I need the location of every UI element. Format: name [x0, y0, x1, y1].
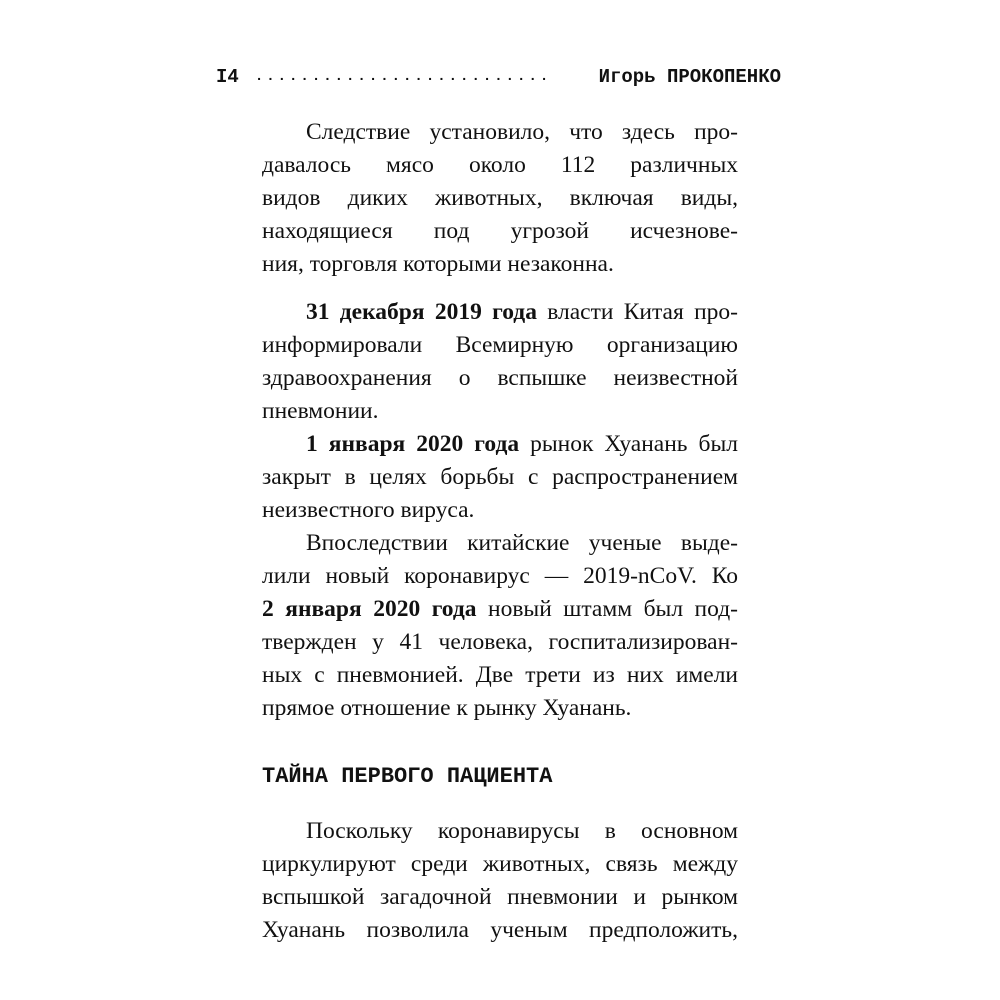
text-line: ных с пневмонией. Две трети из них имели — [262, 662, 738, 688]
text-line: прямое отношение к рынку Хуанань. — [262, 695, 632, 721]
text-line: циркулируют среди животных, связь между — [262, 851, 738, 877]
running-head — [216, 64, 781, 90]
text-line — [262, 428, 738, 461]
page-number: I4 — [216, 66, 239, 88]
text-line-rest: рынок Хуанань был — [519, 431, 738, 457]
paragraph-new-coronavirus — [262, 527, 738, 725]
text-line: Хуанань позволила ученым предположить, — [262, 917, 738, 943]
text-line: Впоследствии китайские ученые выде- — [306, 530, 738, 556]
text-line: Поскольку коронавирусы в основном — [306, 818, 738, 844]
text-line: пневмонии. — [262, 398, 379, 424]
text-line: вспышкой загадочной пневмонии и рынком — [262, 884, 738, 910]
text-line: лили новый коронавирус — 2019-nCoV. Ко — [262, 563, 738, 589]
text-line: видов диких животных, включая виды, — [262, 185, 738, 211]
paragraph-who-notified — [262, 296, 738, 428]
paragraph-first-patient — [262, 815, 738, 947]
text-line: твержден у 41 человека, госпитализирован- — [262, 629, 738, 655]
text-line: Следствие установило, что здесь про- — [306, 119, 738, 145]
text-line-rest: новый штамм был под- — [476, 596, 738, 622]
text-line: неизвестного вируса. — [262, 497, 475, 523]
text-line: информировали Всемирную организацию — [262, 332, 738, 358]
text-line — [262, 593, 738, 626]
leader-dots: .......................... — [254, 69, 552, 85]
author-name: Игорь ПРОКОПЕНКО — [598, 66, 781, 88]
date-bold: 1 января 2020 года — [306, 431, 520, 457]
text-line: ния, торговля которыми незаконна. — [262, 251, 614, 277]
text-line: давалось мясо около 112 различных — [262, 152, 738, 178]
date-bold: 31 декабря 2019 года — [306, 299, 537, 325]
section-heading: ТАЙНА ПЕРВОГО ПАЦИЕНТА — [262, 764, 553, 789]
text-line — [262, 296, 738, 329]
text-line: здравоохранения о вспышке неизвестной — [262, 365, 738, 391]
text-line-rest: власти Китая про- — [536, 299, 738, 325]
text-line: находящиеся под угрозой исчезнове- — [262, 218, 738, 244]
paragraph-market-investigation — [262, 116, 738, 281]
date-bold: 2 января 2020 года — [262, 596, 477, 622]
paragraph-market-closed — [262, 428, 738, 527]
text-line: закрыт в целях борьбы с распространением — [262, 464, 738, 490]
